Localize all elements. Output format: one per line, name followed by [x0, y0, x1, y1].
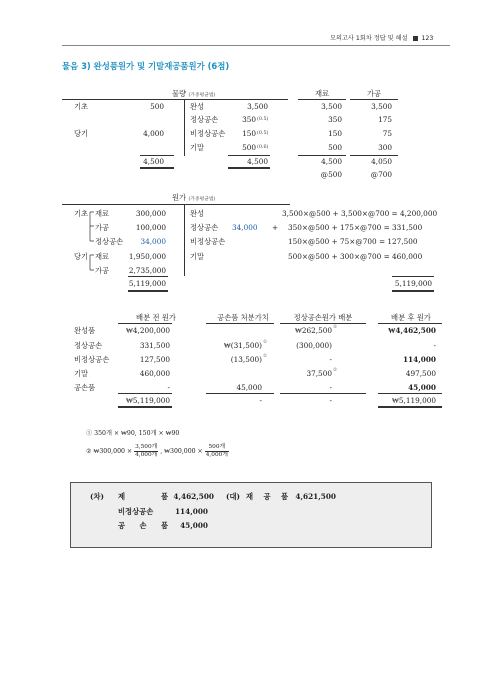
qty-header-label: 물량	[172, 89, 187, 98]
t3-row-before: 331,500	[139, 341, 170, 350]
t3-header: 공손품 처분가치	[217, 313, 269, 322]
t1-row-mat: 150	[328, 129, 342, 138]
t1-total-rule	[140, 155, 174, 156]
t2-left-label: 가공	[95, 266, 110, 275]
t3-row-before: 460,000	[139, 369, 170, 378]
t3-row-after: 45,000	[408, 383, 436, 392]
t3-row-disposal: 45,000	[236, 383, 262, 392]
qty-header-note: (가중평균법)	[188, 93, 216, 98]
t1-row-qty: 350	[242, 115, 256, 124]
t2-left-label: 재료	[95, 252, 110, 261]
t1-unit-mat: @500	[320, 170, 342, 179]
t1-row-ratio: (0.6)	[257, 145, 269, 150]
t2-left-group: 당기	[74, 252, 89, 261]
t2-double-rule	[128, 290, 168, 292]
t2-row-label: 완성	[190, 209, 205, 218]
t1-row-label: 기말	[190, 143, 205, 152]
header-title: 모의고사 1회차 정답 및 해설	[330, 35, 408, 42]
cost-header	[172, 193, 215, 203]
t3-note-mark: ②	[333, 325, 338, 330]
t3-total-disposal: -	[259, 396, 262, 405]
t1-total-rule	[350, 155, 398, 156]
note-1: ① 350개 × ₩90, 150개 × ₩90	[86, 430, 180, 437]
t1-left-label: 기초	[74, 102, 89, 111]
debit-value: 45,000	[180, 521, 208, 530]
t2-row-label: 기말	[190, 252, 205, 261]
t3-total-after: ₩5,119,000	[391, 396, 436, 405]
header-page-number: 123	[421, 35, 434, 42]
t3-header-rule	[280, 323, 366, 324]
t3-row-label: 완성품	[74, 326, 96, 335]
mat-header: 재료	[314, 89, 330, 98]
t1-vertical-rule	[184, 99, 185, 156]
credit-label: 재 공 품	[246, 492, 288, 501]
debit-label: 제 품	[118, 492, 168, 501]
t2-vertical-rule	[184, 204, 185, 276]
t2-left-value: 1,950,000	[128, 252, 166, 261]
section-title: 물음 3) 완성품원가 및 기말재공품원가 (6점)	[62, 61, 230, 71]
t3-row-alloc: -	[329, 383, 332, 392]
t3-note-mark: ②	[333, 368, 338, 373]
header-square-icon	[413, 36, 418, 41]
t1-double-rule	[228, 167, 270, 169]
t3-total-before: ₩5,119,000	[125, 396, 170, 405]
t2-row-label: 정상공손	[190, 223, 219, 232]
t2-double-rule	[392, 290, 434, 292]
t1-total-rule	[228, 155, 270, 156]
t1-row-mat: 500	[328, 143, 342, 152]
t3-row-after: -	[433, 341, 436, 350]
t2-left-group: 기초	[74, 209, 89, 218]
t2-total-rule	[392, 276, 434, 277]
t3-row-disposal: ₩(31,500)	[223, 341, 262, 350]
t1-row-conv: 175	[378, 115, 392, 124]
t3-row-alloc: -	[329, 355, 332, 364]
t3-header-rule	[378, 323, 442, 324]
t1-row-ratio: (0.5)	[257, 117, 269, 122]
t3-header: 정상공손원가 배분	[293, 313, 353, 322]
t1-rule-left	[62, 99, 288, 100]
t1-row-ratio: (0.5)	[257, 131, 269, 136]
t3-row-after: 497,500	[405, 369, 436, 378]
t3-note-mark: ①	[263, 354, 268, 359]
t3-row-label: 비정상공손	[74, 355, 110, 364]
t1-row-conv: 300	[378, 143, 392, 152]
t1-row-qty: 500	[242, 143, 256, 152]
debit-value: 4,462,500	[173, 492, 214, 501]
t1-row-qty: 150	[242, 129, 256, 138]
note-2-middle: , ₩300,000 ×	[160, 448, 203, 455]
t3-row-before: -	[167, 383, 170, 392]
t2-total-rule	[128, 276, 168, 277]
t1-left-value: 500	[150, 102, 164, 111]
t1-left-total: 4,500	[143, 157, 164, 166]
fraction-denominator: 4,000개	[135, 452, 158, 458]
t2-left-value: 300,000	[135, 209, 166, 218]
header-rule	[62, 45, 450, 46]
t3-header: 배분 전 원가	[136, 313, 176, 322]
t1-rule-mat	[298, 99, 346, 100]
note-2	[86, 444, 229, 459]
note-2-fraction-2	[205, 444, 229, 459]
t1-row-label: 비정상공손	[190, 129, 226, 138]
t2-left-value: 100,000	[135, 223, 166, 232]
t2-row-label: 비정상공손	[190, 237, 226, 246]
t1-row-mat: 3,500	[321, 102, 342, 111]
t3-row-before: ₩4,200,000	[125, 326, 170, 335]
t1-row-conv: 3,500	[371, 102, 392, 111]
t2-left-label: 재료	[95, 209, 110, 218]
t3-double-rule	[378, 406, 442, 408]
t2-row-plus: +	[272, 223, 279, 232]
t2-row-calc: 350×@500 + 175×@700 = 331,500	[288, 223, 423, 232]
t3-row-label: 기말	[74, 369, 89, 378]
t2-row-calc: 500×@500 + 300×@700 = 460,000	[288, 252, 423, 261]
t1-rule-conv	[350, 99, 398, 100]
t1-row-mat: 350	[328, 115, 342, 124]
t3-total-alloc: -	[329, 396, 332, 405]
t1-double-rule	[140, 167, 174, 169]
t1-right-total: 4,500	[247, 157, 268, 166]
t3-row-alloc: 37,500	[306, 369, 332, 378]
t3-row-alloc: (300,000)	[296, 341, 332, 350]
t1-unit-conv: @700	[370, 170, 392, 179]
running-header	[330, 33, 433, 42]
t1-row-qty: 3,500	[247, 102, 268, 111]
t3-row-label: 정상공손	[74, 341, 103, 350]
t3-row-disposal: (13,500)	[230, 355, 262, 364]
t3-total-rule	[378, 393, 442, 394]
cost-header-label: 원가	[172, 193, 187, 202]
note-2-prefix: ② ₩300,000 ×	[86, 448, 133, 455]
t3-header: 배분 후 원가	[391, 313, 431, 322]
debit-mark: (차)	[90, 492, 104, 501]
t3-row-after: ₩4,462,500	[388, 326, 436, 335]
t1-left-label: 당기	[74, 129, 89, 138]
t1-total-rule	[298, 155, 346, 156]
t3-header-rule	[206, 323, 274, 324]
t2-right-total: 5,119,000	[394, 279, 432, 288]
t1-conv-total: 4,050	[371, 157, 392, 166]
t1-row-label: 정상공손	[190, 115, 219, 124]
t3-note-mark: ①	[263, 340, 268, 345]
t3-total-rule	[118, 393, 172, 394]
t2-row-extra: 34,000	[232, 223, 258, 232]
t2-left-value: 34,000	[140, 237, 166, 246]
t1-row-label: 완성	[190, 102, 205, 111]
t3-total-rule	[280, 393, 366, 394]
debit-value: 114,000	[174, 507, 208, 516]
note-2-fraction-1	[134, 444, 158, 459]
cost-header-note: (가중평균법)	[188, 197, 216, 202]
credit-value: 4,621,500	[295, 492, 336, 501]
t2-left-value: 2,735,000	[128, 266, 166, 275]
debit-label: 비정상공손	[118, 507, 154, 516]
t3-row-label: 공손품	[74, 383, 96, 392]
t3-row-after: 114,000	[402, 355, 436, 364]
t2-row-calc: 3,500×@500 + 3,500×@700 = 4,200,000	[282, 209, 438, 218]
t2-left-total: 5,119,000	[128, 279, 166, 288]
t1-left-value: 4,000	[143, 129, 164, 138]
t3-total-rule	[206, 393, 274, 394]
debit-label: 공 손 품	[118, 521, 168, 530]
t2-rule-top	[62, 204, 290, 205]
t3-row-alloc: ₩262,500	[294, 326, 332, 335]
credit-mark: (대)	[226, 492, 240, 501]
t1-row-conv: 75	[382, 129, 392, 138]
conv-header: 가공	[366, 89, 382, 98]
t3-double-rule	[118, 406, 172, 408]
t3-row-before: 127,500	[139, 355, 170, 364]
t1-mat-total: 4,500	[321, 157, 342, 166]
fraction-denominator: 4,000개	[205, 452, 228, 458]
t2-left-label: 정상공손	[95, 237, 124, 246]
qty-header	[172, 89, 215, 99]
t2-left-label: 가공	[95, 223, 110, 232]
t2-row-calc: 150×@500 + 75×@700 = 127,500	[288, 237, 418, 246]
fraction-numerator: 500개	[205, 444, 229, 452]
fraction-numerator: 3,500개	[135, 444, 158, 450]
t3-header-rule	[118, 323, 172, 324]
